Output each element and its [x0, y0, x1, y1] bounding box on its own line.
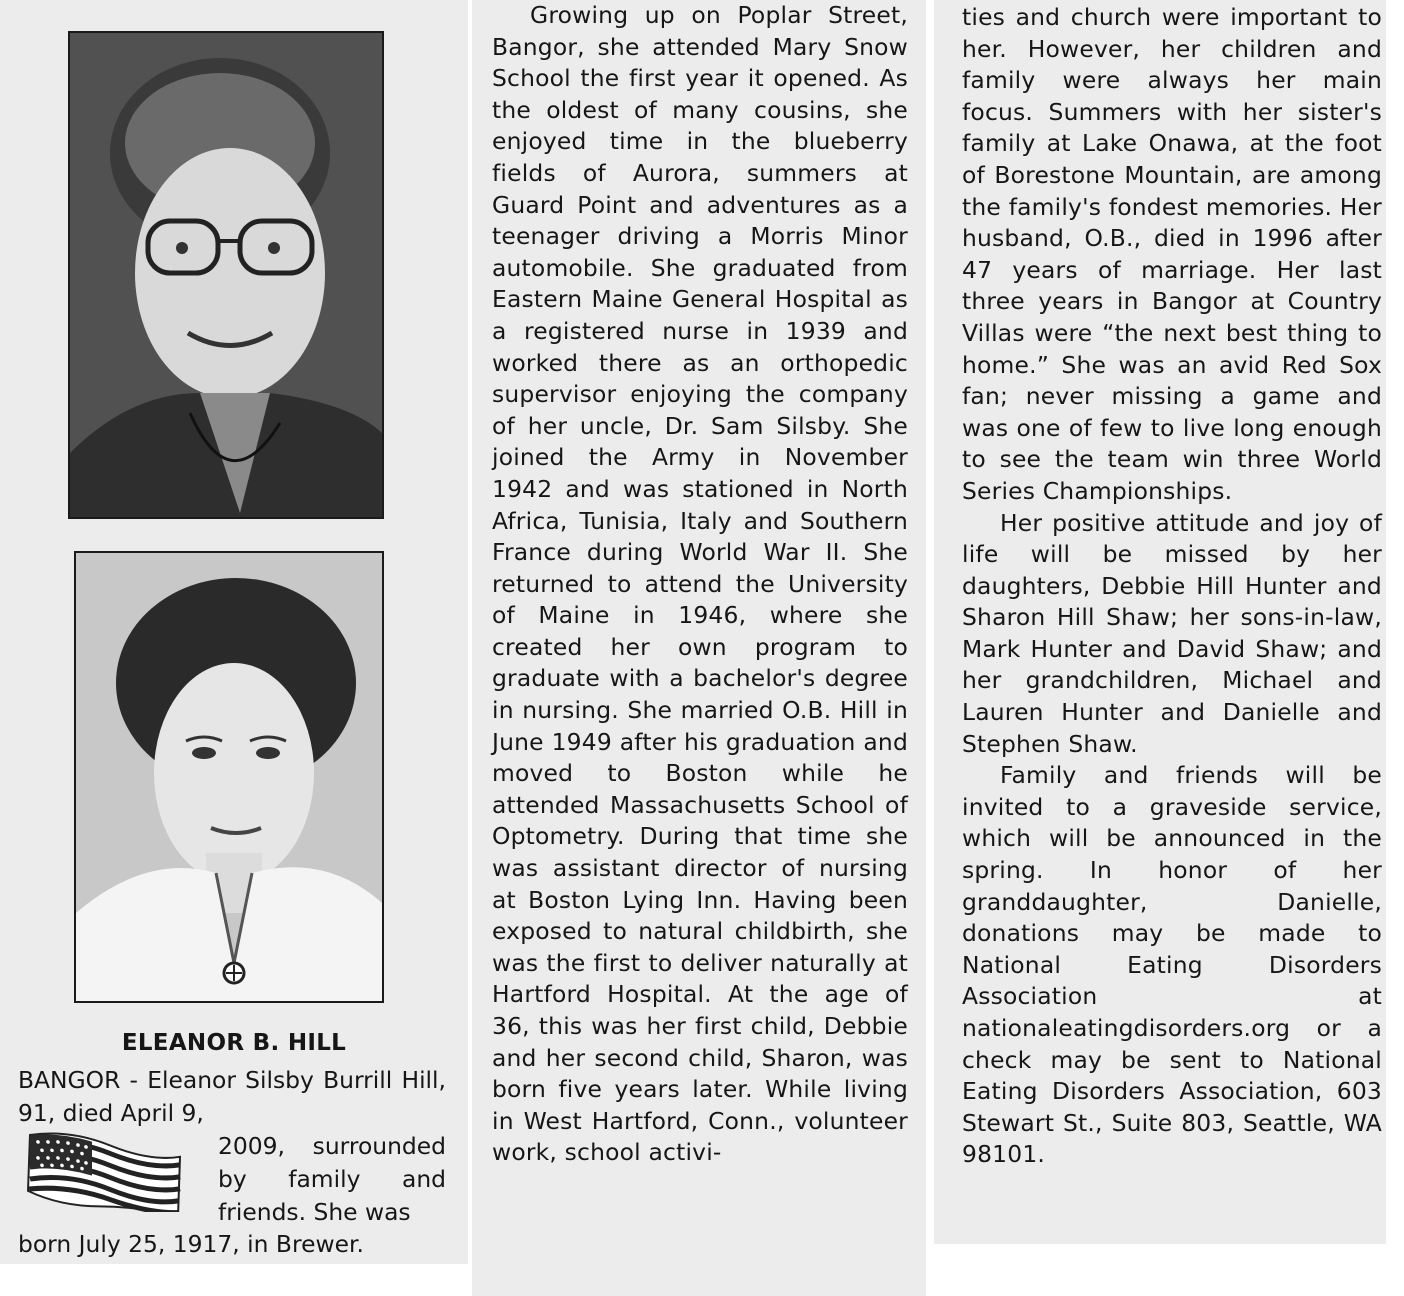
- american-flag-icon: [20, 1130, 186, 1212]
- portrait-young-nurse-photo: [74, 551, 384, 1003]
- portrait-elderly-photo: [68, 31, 384, 519]
- obituary-column-2: [492, 0, 908, 1169]
- paragraph-continued: ties and church were important to her. However, her children and family were always her main focus. Summers with her sister's family at Lake Onawa, at the foot of Borestone Mountain, are among the family's fondest memories. Her husband, O.B., died in 1996 after 47 years of marriage. Her last three years in Bangor at Country Villas were “the next best thing to home.” She was an avid Red Sox fan; never missing a game and was one of few to live long enough to see the team win three World Series Championships.: [962, 3, 1382, 505]
- paragraph-biography: Growing up on Poplar Street, Bangor, she attended Mary Snow School the first year it opened. As the oldest of many cousins, she enjoyed time in the blueberry fields of Aurora, summers at Guard Point and adventures as a teenager driving a Morris Minor automobile. She graduated from Eastern Maine General Hospital as a registered nurse in 1939 and worked there as an orthopedic supervisor enjoying the company of her uncle, Dr. Sam Silsby. She joined the Army in November 1942 and was stationed in North Africa, Tunisia, Italy and Southern France during World War II. She returned to attend the University of Maine in 1946, where she created her own program to graduate with a bachelor's degree in nursing. She married O.B. Hill in June 1949 after his graduation and moved to Boston while he attended Massachusetts School of Optometry. During that time she was assistant director of nursing at Boston Lying Inn. Having been exposed to natural childbirth, she was the first to deliver naturally at Hartford Hospital. At the age of 36, this was her first child, Debbie and her second child, Sharon, was born five years later. While living in West Hartford, Conn., volunteer work, school activi-: [492, 1, 908, 1167]
- obituary-column-3: [962, 2, 1382, 1171]
- obituary-lead-line-3: born July 25, 1917, in Brewer.: [18, 1230, 364, 1258]
- paragraph-survivors: Her positive attitude and joy of life will be missed by her daughters, Debbie Hill Hunter and Sharon Hill Shaw; her sons-in-law, Mark Hunter and David Shaw; and her grandchildren, Michael and Lauren Hunter and Danielle and Stephen Shaw.: [962, 508, 1382, 758]
- obituary-name-heading: ELEANOR B. HILL: [121, 1030, 347, 1056]
- obituary-lead-line-1: BANGOR - Eleanor Silsby Burrill Hill, 91, died April 9,: [18, 1066, 446, 1127]
- paragraph-service: Family and friends will be invited to a graveside service, which will be announced in the spring. In honor of her granddaughter, Danielle, donations may be made to National Eating Disorders Association at nationaleatingdisorders.org or a check may be sent to National Eating Disorders Association, 603 Stewart St., Suite 803, Seattle, WA 98101.: [962, 761, 1382, 1169]
- obituary-lead-line-2: 2009, surrounded by family and friends. She was: [218, 1132, 446, 1226]
